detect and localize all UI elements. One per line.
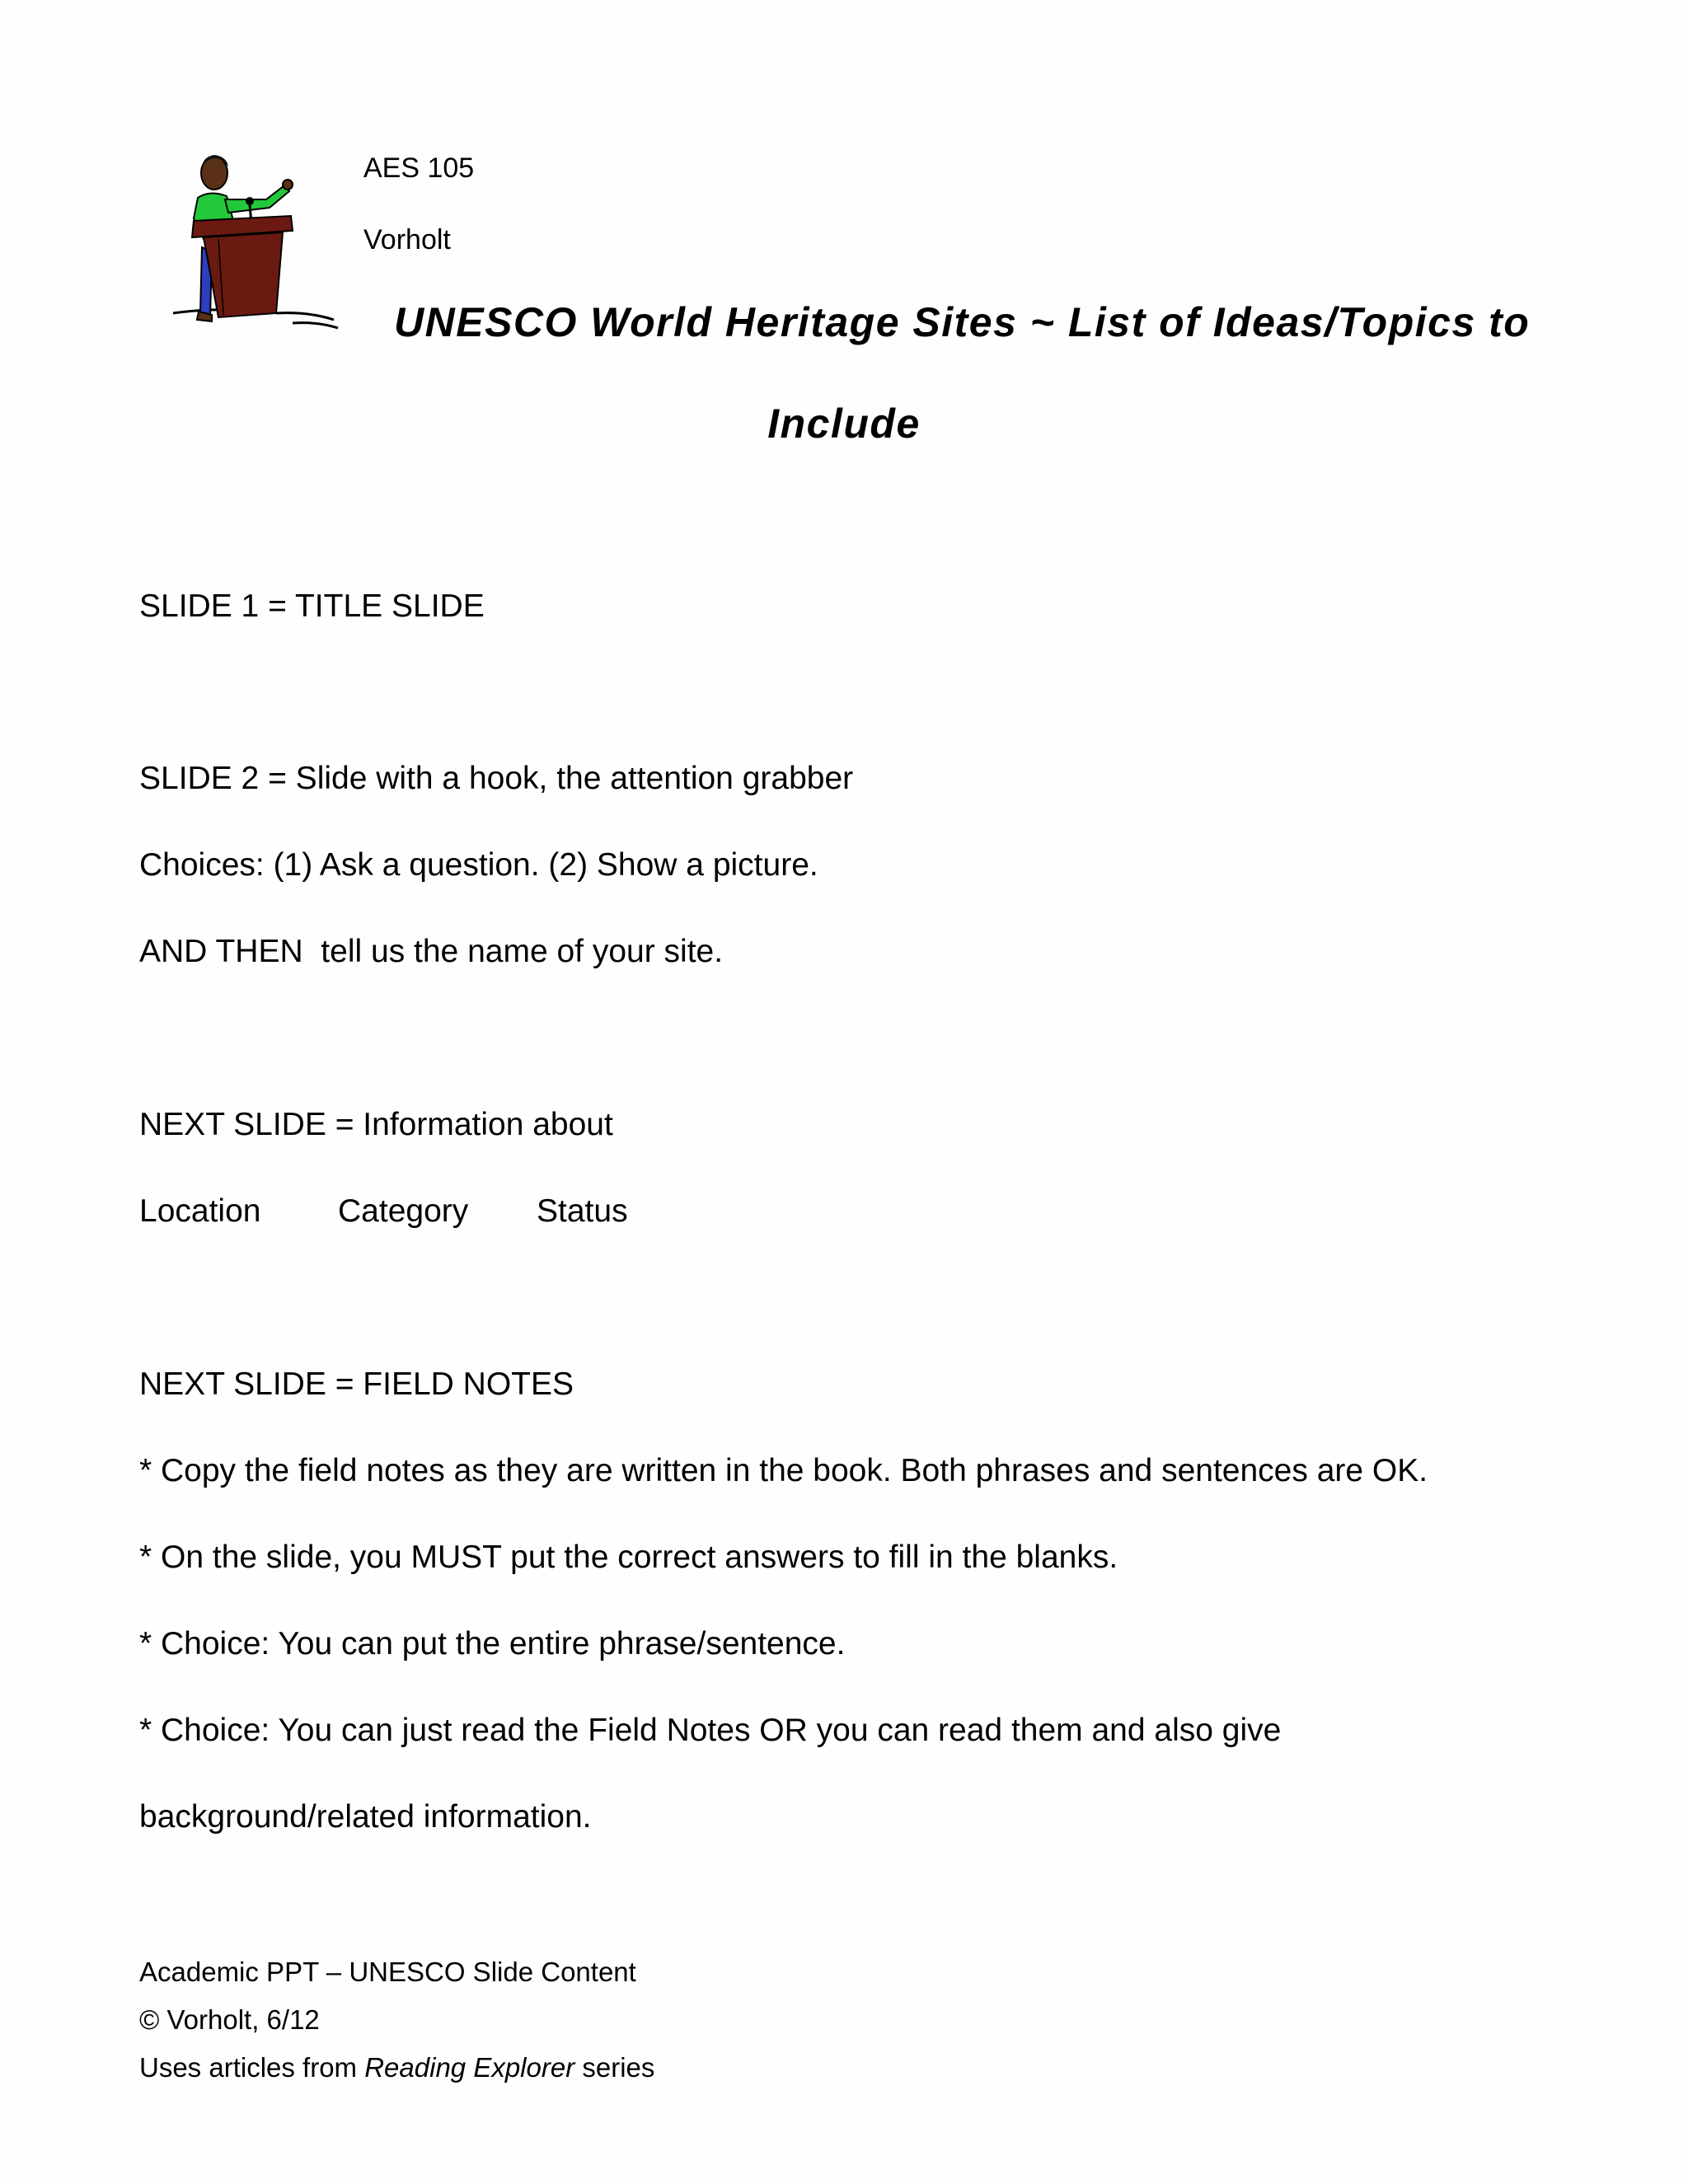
slide1-heading: SLIDE 1 = TITLE SLIDE [139, 588, 485, 624]
instructor-name: Vorholt [363, 224, 451, 255]
page-title-line-2: Include [767, 401, 921, 447]
slide2-then: AND THEN tell us the name of your site. [139, 934, 724, 969]
page-title-line-1: UNESCO World Heritage Sites ~ List of Ideas/Topics to [394, 299, 1531, 345]
field-notes-bullet: * On the slide, you MUST put the correct answers to fill in the blanks. [139, 1540, 1118, 1575]
slide2-heading: SLIDE 2 = Slide with a hook, the attention grabber [139, 761, 854, 796]
footer-book-title: Reading Explorer [364, 2052, 575, 2083]
info-item-category: Category [338, 1193, 469, 1229]
speaker-at-podium-icon [169, 148, 350, 346]
field-notes-bullet: * Choice: You can just read the Field Notes OR you can read them and also give [139, 1713, 1282, 1748]
info-item-location: Location [139, 1193, 261, 1229]
field-notes-bullet-continuation: background/related information. [139, 1799, 592, 1835]
course-code: AES 105 [363, 152, 475, 184]
footer-line-3 [139, 2052, 654, 2083]
slide2-choices: Choices: (1) Ask a question. (2) Show a picture. [139, 847, 818, 883]
field-notes-bullet: * Copy the field notes as they are written in the book. Both phrases and sentences are OK. [139, 1453, 1428, 1488]
footer-line-3-prefix: Uses articles from [139, 2052, 365, 2083]
footer-line-1: Academic PPT – UNESCO Slide Content [139, 1957, 636, 1987]
info-slide-heading: NEXT SLIDE = Information about [139, 1107, 613, 1142]
field-notes-heading: NEXT SLIDE = FIELD NOTES [139, 1366, 574, 1402]
footer-line-2: © Vorholt, 6/12 [139, 2004, 320, 2035]
field-notes-bullet: * Choice: You can put the entire phrase/sentence. [139, 1626, 846, 1661]
footer-line-3-suffix: series [574, 2052, 655, 2083]
info-item-status: Status [537, 1193, 628, 1229]
